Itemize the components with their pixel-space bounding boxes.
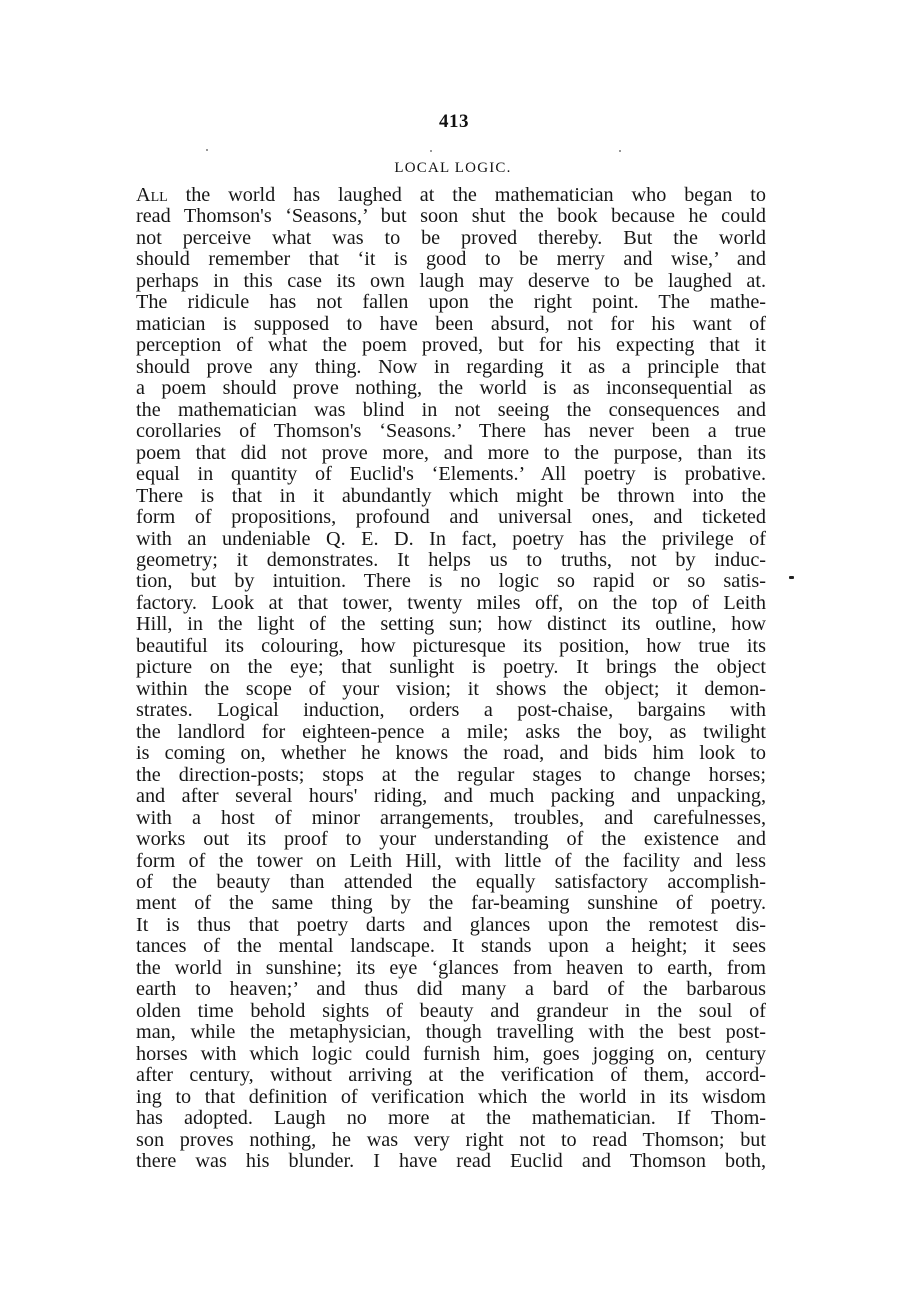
text-line: beautiful its colouring, how picturesque its position, how true its: [136, 634, 766, 657]
text-line: the world in sunshine; its eye ‘glances from heaven to earth, from: [136, 956, 766, 979]
body-text: [136, 185, 766, 1173]
text-line: after century, without arriving at the verification of them, accord-: [136, 1064, 766, 1087]
text-line: form of the tower on Leith Hill, with little of the facility and less: [136, 849, 766, 872]
text-line: It is thus that poetry darts and glances upon the remotest dis-: [136, 913, 766, 936]
page-number: 413: [439, 111, 469, 132]
text-line: the landlord for eighteen-pence a mile; asks the boy, as twilight: [136, 720, 766, 743]
text-line: tion, but by intuition. There is no logic so rapid or so satis-: [136, 570, 766, 593]
text-line: factory. Look at that tower, twenty miles off, on the top of Leith: [136, 591, 766, 614]
text-line: perception of what the poem proved, but for his expecting that it: [136, 334, 766, 357]
text-line: matician is supposed to have been absurd, not for his want of: [136, 312, 766, 335]
text-line: strates. Logical induction, orders a post-chaise, bargains with: [136, 699, 766, 722]
drop-smallcaps-word: All: [136, 184, 168, 206]
text-line: read Thomson's ‘Seasons,’ but soon shut the book because he could: [136, 205, 766, 228]
text-line: works out its proof to your understanding of the existence and: [136, 828, 766, 851]
text-line: equal in quantity of Euclid's ‘Elements.’ All poetry is probative.: [136, 463, 766, 486]
text-line: a poem should prove nothing, the world is as inconsequential as: [136, 377, 766, 400]
text-line: of the beauty than attended the equally satisfactory accomplish-: [136, 871, 766, 893]
chapter-title: LOCAL LOGIC.: [394, 160, 512, 176]
margin-ink-mark: [789, 576, 794, 579]
print-speck: [430, 150, 432, 152]
text-line: poem that did not prove more, and more to the purpose, than its: [136, 441, 766, 464]
text-line: and after several hours' riding, and much packing and unpacking,: [136, 785, 766, 808]
text-line: with an undeniable Q. E. D. In fact, poetry has the privilege of: [136, 527, 766, 550]
text-line: Hill, in the light of the setting sun; how distinct its outline, how: [136, 613, 766, 636]
text-line: form of propositions, profound and universal ones, and ticketed: [136, 506, 766, 529]
text-line: olden time behold sights of beauty and grandeur in the soul of: [136, 999, 766, 1022]
text-line: son proves nothing, he was very right not to read Thomson; but: [136, 1128, 766, 1151]
text-line: not perceive what was to be proved thereby. But the world: [136, 226, 766, 249]
text-line: within the scope of your vision; it shows the object; it demon-: [136, 677, 766, 700]
text-line: [136, 185, 766, 206]
text-line: is coming on, whether he knows the road, and bids him look to: [136, 742, 766, 765]
print-speck: [619, 150, 621, 152]
print-speck: [206, 149, 208, 151]
text-line: ment of the same thing by the far-beaming sunshine of poetry.: [136, 892, 766, 915]
text-line: there was his blunder. I have read Euclid and Thomson both,: [136, 1150, 766, 1173]
text-line: ing to that definition of verification which the world in its wisdom: [136, 1085, 766, 1108]
text-line: should prove any thing. Now in regarding it as a principle that: [136, 355, 766, 378]
text-line: man, while the metaphysician, though travelling with the best post-: [136, 1021, 766, 1044]
text-line: There is that in it abundantly which might be thrown into the: [136, 484, 766, 507]
text-line: should remember that ‘it is good to be merry and wise,’ and: [136, 248, 766, 271]
text-line: The ridicule has not fallen upon the right point. The mathe-: [136, 291, 766, 314]
text-line: geometry; it demonstrates. It helps us to truths, not by induc-: [136, 548, 766, 571]
text-line: earth to heaven;’ and thus did many a bard of the barbarous: [136, 978, 766, 1001]
first-line-rest: the world has laughed at the mathematician who began to: [167, 184, 766, 206]
text-line: the mathematician was blind in not seeing the consequences and: [136, 398, 766, 421]
text-line: the direction-posts; stops at the regular stages to change horses;: [136, 763, 766, 786]
text-line: horses with which logic could furnish him, goes jogging on, century: [136, 1042, 766, 1065]
text-line: picture on the eye; that sunlight is poetry. It brings the object: [136, 656, 766, 679]
text-line: has adopted. Laugh no more at the mathematician. If Thom-: [136, 1107, 766, 1130]
text-line: with a host of minor arrangements, troubles, and carefulnesses,: [136, 806, 766, 829]
text-line: tances of the mental landscape. It stands upon a height; it sees: [136, 935, 766, 958]
text-line: corollaries of Thomson's ‘Seasons.’ There has never been a true: [136, 420, 766, 443]
text-line: perhaps in this case its own laugh may deserve to be laughed at.: [136, 269, 766, 292]
